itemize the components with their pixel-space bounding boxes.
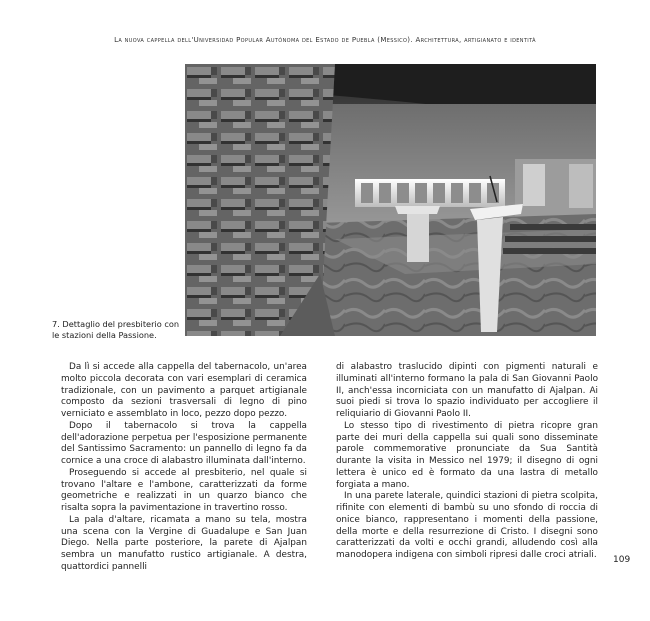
page-number: 109 [613, 555, 631, 565]
paragraph: di alabastro traslucido dipinti con pigmenti naturali e illuminati all'interno formano la pala di San Giovanni Paolo II, anch'essa incorniciata con un manufatto di Ajalpan. Ai suoi piedi si trova lo spazio individuato per accogliere il reliquiario di Giovanni Paolo II. [336, 362, 598, 419]
left-text-column [61, 362, 307, 574]
paragraph: Lo stesso tipo di rivestimento di pietra ricopre gran parte dei muri della cappella sui quali sono disseminate parole commemorative pronunciate da Sua Santità durante la visita in Messico nel 1979; il disegno di ogni lettera è unico ed è formato da una lastra di metallo forgiata a mano. [336, 420, 598, 490]
paragraph: Dopo il tabernacolo si trova la cappella dell'adorazione perpetua per l'esposizione permanente del Santissimo Sacramento: un pannello di legno fa da cornice a una croce di alabastro illuminata dall'interno. [61, 420, 307, 466]
running-head: La nuova cappella dell'Universidad Popular Autónoma del Estado de Puebla (Messico). Architettura, artigianato e identità [114, 36, 536, 44]
paragraph: Proseguendo si accede al presbiterio, nel quale si trovano l'altare e l'ambone, caratterizzati da forme geometriche e realizzati in un quarzo bianco che risalta sopra la pavimentazione in travertino rosso. [61, 467, 307, 513]
figure-caption: 7. Dettaglio del presbiterio con le stazioni della Passione. [52, 319, 180, 340]
paragraph: La pala d'altare, ricamata a mano su tela, mostra una scena con la Vergine di Guadalupe e San Juan Diego. Nella parte posteriore, la parete di Ajalpan sembra un manufatto rustico artigianale. A destra, quattordici pannelli [61, 514, 307, 572]
presbytery-photo [185, 64, 596, 336]
right-text-column [336, 362, 598, 562]
paragraph: Da lì si accede alla cappella del tabernacolo, un'area molto piccola decorata con vari esemplari di ceramica tradizionale, con un pavimento a parquet artigianale composto da sezioni trasversali di legno di pino verniciato e assemblato in loco, pezzo dopo pezzo. [61, 362, 307, 419]
paragraph: In una parete laterale, quindici stazioni di pietra scolpita, rifinite con elementi di bambù su uno sfondo di roccia di onice bianco, rappresentano i momenti della passione, della morte e della resurrezione di Cristo. I disegni sono caratterizzati da volti e occhi grandi, alludendo così alla manodopera indigena con simboli ripresi dalle croci atriali. [336, 491, 598, 560]
